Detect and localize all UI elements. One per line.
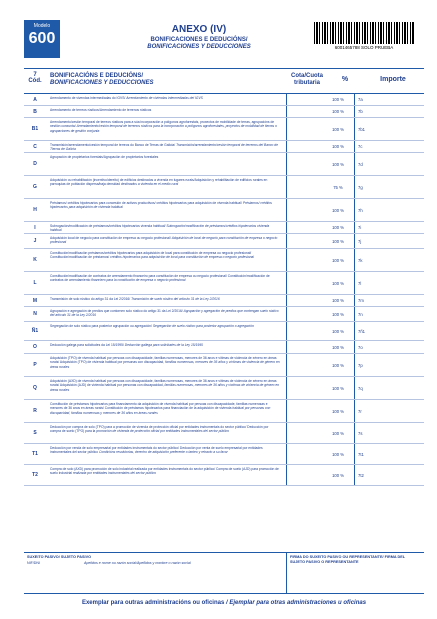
row-concept-text: Constitución de préstamos hipotecarios para financiamento da adquisición de vivenda habitual por persoas con discapacidade, familias numerosas e menores de 36 anos en áreas rurais/ Constitución de préstamos hipotecarios para financiación de la adquisición de vivienda [50,402,268,411]
row-percent: 100 % [332,344,344,350]
model-number: 600 [28,30,56,47]
row-amount-field[interactable] [354,141,424,152]
row-percent: 100 % [332,328,344,334]
row-amount-box-number: 7t2 [358,472,364,478]
row-concept-text: Transmisión/arrendamento/cesión temporal de terreos do Banco de Terras de Galicia/ [50,143,176,147]
table-row [24,465,424,486]
row-concept [50,297,280,301]
row-amount-box-number: 7c [358,144,363,149]
column-header-percent: % [341,76,349,83]
row-code: S [33,430,37,436]
row-concept-text: Arrendamento de vivendas intermediadas do IGVS/ [50,96,126,100]
row-amount-field[interactable] [354,234,424,248]
row-percent: 75 % [333,184,343,190]
row-concept [50,343,280,347]
row-concept-text: Adquisición (TPO) de vivenda habitual por persoas con discapacidade, familias numerosas, menores de 36 anos e vítimas de violencia de xénero en áreas rurais/ Adquisición (TPO) de vivienda habitual por personas con discapacidad, [50,356,277,365]
annex-title: ANEXO (IV) [171,24,227,35]
quota-divider [286,377,287,399]
row-concept-text: Deducción galega para solicitudes da Lei 15/1995/ [50,343,124,347]
row-amount-box-number: 7i [358,225,362,230]
row-concept-text-alt: Segregación de suelo rústico para posterior agrupación o agregación [152,324,254,328]
taxpayer-label: SUXEITO PASIVO/ SUJETO PASIVO [27,555,92,559]
row-concept [50,309,280,318]
row-amount-field[interactable] [354,444,424,464]
row-code: M [32,297,38,304]
row-percent: 100 % [332,207,344,213]
row-code: N [33,311,37,317]
row-code: D [33,161,37,167]
row-amount-box-number: 7a [358,97,363,102]
quota-divider [286,222,287,233]
row-amount-box-number: 7s [358,430,363,436]
row-code: B1 [31,126,39,132]
row-concept-text: Agrupación de propietarios forestais/Agrupación de propietarios forestales [50,155,159,159]
row-percent: 100 % [332,385,344,391]
row-concept-text-alt: promoción de vivienda de protección oficial por entidades instrumentales del sector público [96,429,230,434]
row-code: T2 [32,472,38,478]
deductions-table [24,68,424,486]
table-row [24,341,424,354]
row-concept-text-alt: destinados a vivienda en el medio rural [120,182,179,187]
quota-divider [286,444,287,464]
quota-divider [286,354,287,376]
barcode [314,22,414,50]
amount-divider [354,249,355,271]
row-code: C [33,143,37,150]
row-concept-text: Adquisición (AXD) de vivenda habitual por persoas con discapacidade, familias numerosas, menores de 36 anos e vítimas de violencia de xénero en áreas rurais/ Adquisición (AJD) de vivienda habitual por personas con discapacidad, [50,379,277,388]
quota-divider [286,341,287,353]
row-code: Q [33,385,37,391]
row-code: Ñ1 [31,328,39,334]
row-amount-box-number: 7q [358,385,363,391]
column-header-quota: Cota/Cuota tributaria [291,73,323,86]
amount-divider [354,377,355,399]
table-row [24,423,424,444]
row-concept-text: Arrendamento de terreos rústicos/Arrendamiento de terrenos rústicos [50,108,152,112]
row-concept-text: Agrupación e agregación de predios que contornen solo rústico do artigo 31 da Lei 2/2016/ [50,309,183,313]
row-amount-field[interactable] [354,153,424,175]
amount-divider [354,465,355,485]
amount-divider [354,199,355,221]
table-row [24,234,424,249]
row-concept [50,224,280,233]
row-code: G [33,184,37,190]
row-amount-box-number: 7h [358,207,363,213]
amount-divider [354,444,355,464]
barcode-bars [314,22,414,44]
amount-divider [354,400,355,422]
table-row [24,377,424,400]
row-concept-text: Arrendamento/cesión temporal de terreos rústicos para a súa incorporación a polígonos agroforestais, proxectos de mobilidade de terras, agrupacións de xestión conxunta/ [50,120,275,129]
row-concept-text: Transmisión de solo rústico do artigo 31 da Lei 2/2016/ [50,297,131,301]
signature-section[interactable] [287,553,424,593]
row-percent: 100 % [332,225,344,230]
row-percent: 100 % [332,126,344,132]
quota-divider [286,322,287,340]
row-concept-text-alt: familias numerosas, menores de 36 años y víctimas de violencia de género en áreas rurales [50,383,280,392]
form-title-alt: BONIFICACIONES Y DEDUCCIONES [147,44,251,50]
quota-divider [286,118,287,140]
quota-divider [286,400,287,422]
row-percent: 100 % [332,430,344,436]
quota-divider [286,141,287,152]
quota-divider [286,234,287,248]
row-amount-box-number: 7p [358,362,363,368]
row-concept [50,143,280,152]
row-percent: 100 % [332,97,344,102]
row-concept-text: Deducción por venda de solo empresarial por entidades instrumentais do sector público/ Deducción por venta de suelo empresarial por entidades instrumentales del sector público [50,446,263,455]
quota-divider [286,307,287,321]
quota-divider [286,106,287,117]
row-concept [50,251,280,260]
quota-divider [286,295,287,306]
form-title: BONIFICACIONES E DEDUCIÓNS/ [150,37,248,43]
row-code: P [33,362,37,368]
row-concept [50,425,280,434]
row-amount-box-number: 7t1 [358,451,364,457]
row-percent: 100 % [332,257,344,263]
amount-divider [354,341,355,353]
name-field[interactable]: Apelidos e nome ou razón social/Apellidos y nombre o razón social [84,561,191,565]
table-row [24,295,424,307]
row-amount-box-number: 7ñ1 [358,328,365,334]
row-concept-text: Constitución/modificación préstamos/créditos hipotecarios para adquisición de local para constitución de empresa ou negocio profesional/ Constitución/modificación de préstamos/ [50,251,252,260]
row-concept-text: Préstamos/ créditos hipotecarios para concesión de activos productivos/ créditos hipotecarios para adquisición de vivenda habitual/ [50,201,242,205]
quota-divider [286,272,287,294]
table-row [24,272,424,295]
quota-divider [286,176,287,198]
form-page [24,16,424,612]
amount-divider [354,322,355,340]
row-amount-field[interactable] [354,465,424,485]
row-amount-box-number: 7b1 [358,126,365,132]
row-amount-box-number: 7n [358,311,363,317]
column-header-code: 7 Cód. [28,72,42,84]
row-amount-field[interactable] [354,322,424,340]
copy-designation-es: / Ejemplar para otras administraciones u oficinas [226,600,367,606]
row-code: L [33,280,37,286]
table-row [24,176,424,199]
row-amount-field[interactable] [354,377,424,399]
row-amount-field[interactable] [354,307,424,321]
amount-divider [354,106,355,117]
row-concept [50,356,280,369]
row-concept-text-alt: Agrupación y agregación de predios que contengan suelo rústico del artículo 31 de la Ley 2/2016 [50,309,279,318]
row-concept-text: Adquisición local de negocio para constitución de empresa ou negocio profesional/ [50,236,171,240]
table-row [24,106,424,118]
row-concept-text-alt: Adquisición de local de negocio para constitución de empresa o negocio profesional [50,236,278,245]
model-label: Modelo [33,23,51,29]
row-concept-text-alt: Arrendamiento/cesión temporal de terrenos rústicos para la incorporación a polígonos agroforestales, proyectos de mobilidad de tierras o agrupaciones de gestión conjunta [50,124,277,133]
row-concept-text-alt: Deducción gallega para solicitudes de la Ley 15/1995 [124,343,203,347]
column-header-concept [50,73,270,87]
row-concept-text-alt: Préstamos/ créditos hipotecarios para adquisición de vivienda habitual [50,201,272,210]
row-percent: 100 % [332,298,344,303]
amount-divider [354,272,355,294]
row-amount-field[interactable] [354,400,424,422]
row-concept-text-alt: financiero para la constitución de empresa o negocio profesional [91,278,186,283]
barcode-text: 6001465788 SOLO PRUEBA [334,45,394,50]
row-amount-field[interactable] [354,341,424,353]
row-code: A [33,96,37,103]
row-percent: 100 % [332,109,344,114]
row-amount-box-number: 7k [358,257,363,263]
row-concept-text-alt: Transmisión/arrendamiento/cesión temporal de terrenos del Banco de Tierras de Galicia [50,143,278,152]
row-amount-box-number: 7g [358,184,363,190]
row-amount-field[interactable] [354,295,424,306]
row-concept-text: Adquisición ou rehabilitación (incentivo/dereito) de edificios destinados a vivenda en lugares rurais/Adquisición y rehabilitación de edificios rurales en parroquias de población dispersa/baja densidad [50,178,268,187]
row-concept-text-alt: Transmisión de suelo rústico del artículo 31 de la Ley 2/2016 [131,297,220,301]
row-concept [50,108,280,112]
row-concept [50,155,280,159]
row-concept [50,402,280,415]
amount-divider [354,222,355,233]
row-amount-field[interactable] [354,249,424,271]
table-row [24,153,424,176]
column-header-amount: Importe [380,76,406,83]
row-concept [50,446,280,455]
row-concept-text-alt: habitual por personas con discapacidad, familias numerosas y menores de 36 años en áreas rurales [50,406,271,415]
row-amount-field[interactable] [354,354,424,376]
row-code: K [33,257,37,263]
copy-designation [24,600,424,606]
row-percent: 100 % [332,144,344,149]
row-amount-field[interactable] [354,118,424,140]
amount-divider [354,354,355,376]
row-amount-box-number: 7l [358,280,362,286]
row-percent: 100 % [332,280,344,286]
row-concept-text-alt: Condicións resolutorias, derecho de adquisición preferente o tanteo y retracto a su favor [98,450,228,455]
quota-divider [286,153,287,175]
amount-divider [354,141,355,152]
model-badge [24,20,60,58]
table-row [24,307,424,322]
row-concept [50,96,280,100]
row-code: T1 [32,451,38,457]
column-header-concept-gl: BONIFICACIÓNS E DEDUCIÓNS/ [50,73,144,79]
row-concept-text-alt: Arrendamiento de viviendas intermediadas del IGVS [126,96,203,100]
row-percent: 100 % [332,451,344,457]
row-amount-box-number: 7r [358,408,362,414]
row-percent: 100 % [332,408,344,414]
quota-divider [286,199,287,221]
row-concept [50,236,280,245]
row-concept [50,467,280,476]
row-code: H [33,207,37,213]
amount-divider [354,234,355,248]
row-code: J [33,238,37,244]
quota-divider [286,94,287,105]
row-concept-text-alt: Subrogación/modificación de préstamos/créditos hipotecarios vivienda habitual [50,224,270,233]
row-concept [50,379,280,392]
row-amount-field[interactable] [354,94,424,105]
row-amount-field[interactable] [354,199,424,221]
table-row [24,444,424,465]
form-header [24,16,424,66]
row-concept-text: Constitución/modificación de contratos de arrendamento financeiro para constitución de empresa ou negocio profesional/ Constitución/modificación de contratos de arrendamiento [50,274,270,283]
row-concept-text: Compra de solo (AXD) para promoción de solo industrial realizada por entidades instrumentais do sector público/ Compra de suelo (AJD) para promoción de suelo industrial [50,467,279,476]
row-percent: 100 % [332,472,344,478]
table-row [24,94,424,106]
amount-divider [354,94,355,105]
row-amount-box-number: 7o [358,344,363,350]
row-concept-text-alt: familias numerosas, menores de 36 años y víctimas de violencia de género en áreas rurales [50,360,280,369]
row-percent: 100 % [332,362,344,368]
row-amount-field[interactable] [354,272,424,294]
quota-divider [286,423,287,443]
row-amount-field[interactable] [354,423,424,443]
signature-label: FIRMA DO SUXEITO PASIVO OU REPRESENTANTE/ FIRMA DEL SUJETO PASIVO O REPRESENTANTE [290,555,406,564]
amount-divider [354,118,355,140]
nif-field[interactable]: NIF/DNI [27,561,40,565]
table-row [24,199,424,222]
table-header [24,69,424,94]
row-code: B [33,108,37,115]
row-code: I [34,224,36,231]
row-concept-text: Segregación de solo rústico para posterior agrupación ou agregación/ [50,324,152,328]
amount-divider [354,153,355,175]
row-concept-text: Deducción por compra de solo (TPO) para a promoción de vivenda de protección oficial por entidades instrumentais do sector público/ Deducción por compra de suelo (TPO) para la [50,425,269,434]
table-row [24,222,424,234]
row-amount-field[interactable] [354,222,424,233]
quota-divider [286,465,287,485]
row-concept-text-alt: realizada por entidades instrumentales del sector público [72,471,157,476]
row-concept [50,201,280,210]
table-row [24,141,424,153]
amount-divider [354,307,355,321]
taxpayer-section [24,553,287,593]
row-amount-field[interactable] [354,176,424,198]
table-row [24,400,424,423]
column-header-concept-es: BONIFICACIONES Y DEDUCCIONES [50,80,154,86]
amount-divider [354,176,355,198]
row-amount-field[interactable] [354,106,424,117]
row-percent: 100 % [332,311,344,317]
row-amount-box-number: 7m [358,298,364,303]
quota-divider [286,249,287,271]
signature-footer [24,552,424,594]
table-row [24,354,424,377]
row-concept [50,274,280,283]
row-amount-box-number: 7j [358,238,362,244]
row-concept-text-alt: créditos hipotecarios para adquisición de local para constitución de empresa o negocio profesional [110,255,254,260]
row-amount-box-number: 7d [358,161,363,167]
row-percent: 100 % [332,161,344,167]
row-concept [50,324,280,328]
row-code: O [33,344,37,350]
row-amount-box-number: 7b [358,109,363,114]
row-code: R [33,408,37,414]
row-concept [50,178,280,187]
table-row [24,118,424,141]
table-row [24,322,424,341]
row-percent: 100 % [332,238,344,244]
row-concept [50,120,280,133]
title-block [99,24,299,51]
amount-divider [354,423,355,443]
row-concept-text: Subrogación/modificación de préstamos/créditos hipotecarios vivenda habitual/ [50,224,166,228]
amount-divider [354,295,355,306]
table-body [24,94,424,486]
copy-designation-gl: Exemplar para outras administracións ou oficinas [81,600,225,606]
table-row [24,249,424,272]
